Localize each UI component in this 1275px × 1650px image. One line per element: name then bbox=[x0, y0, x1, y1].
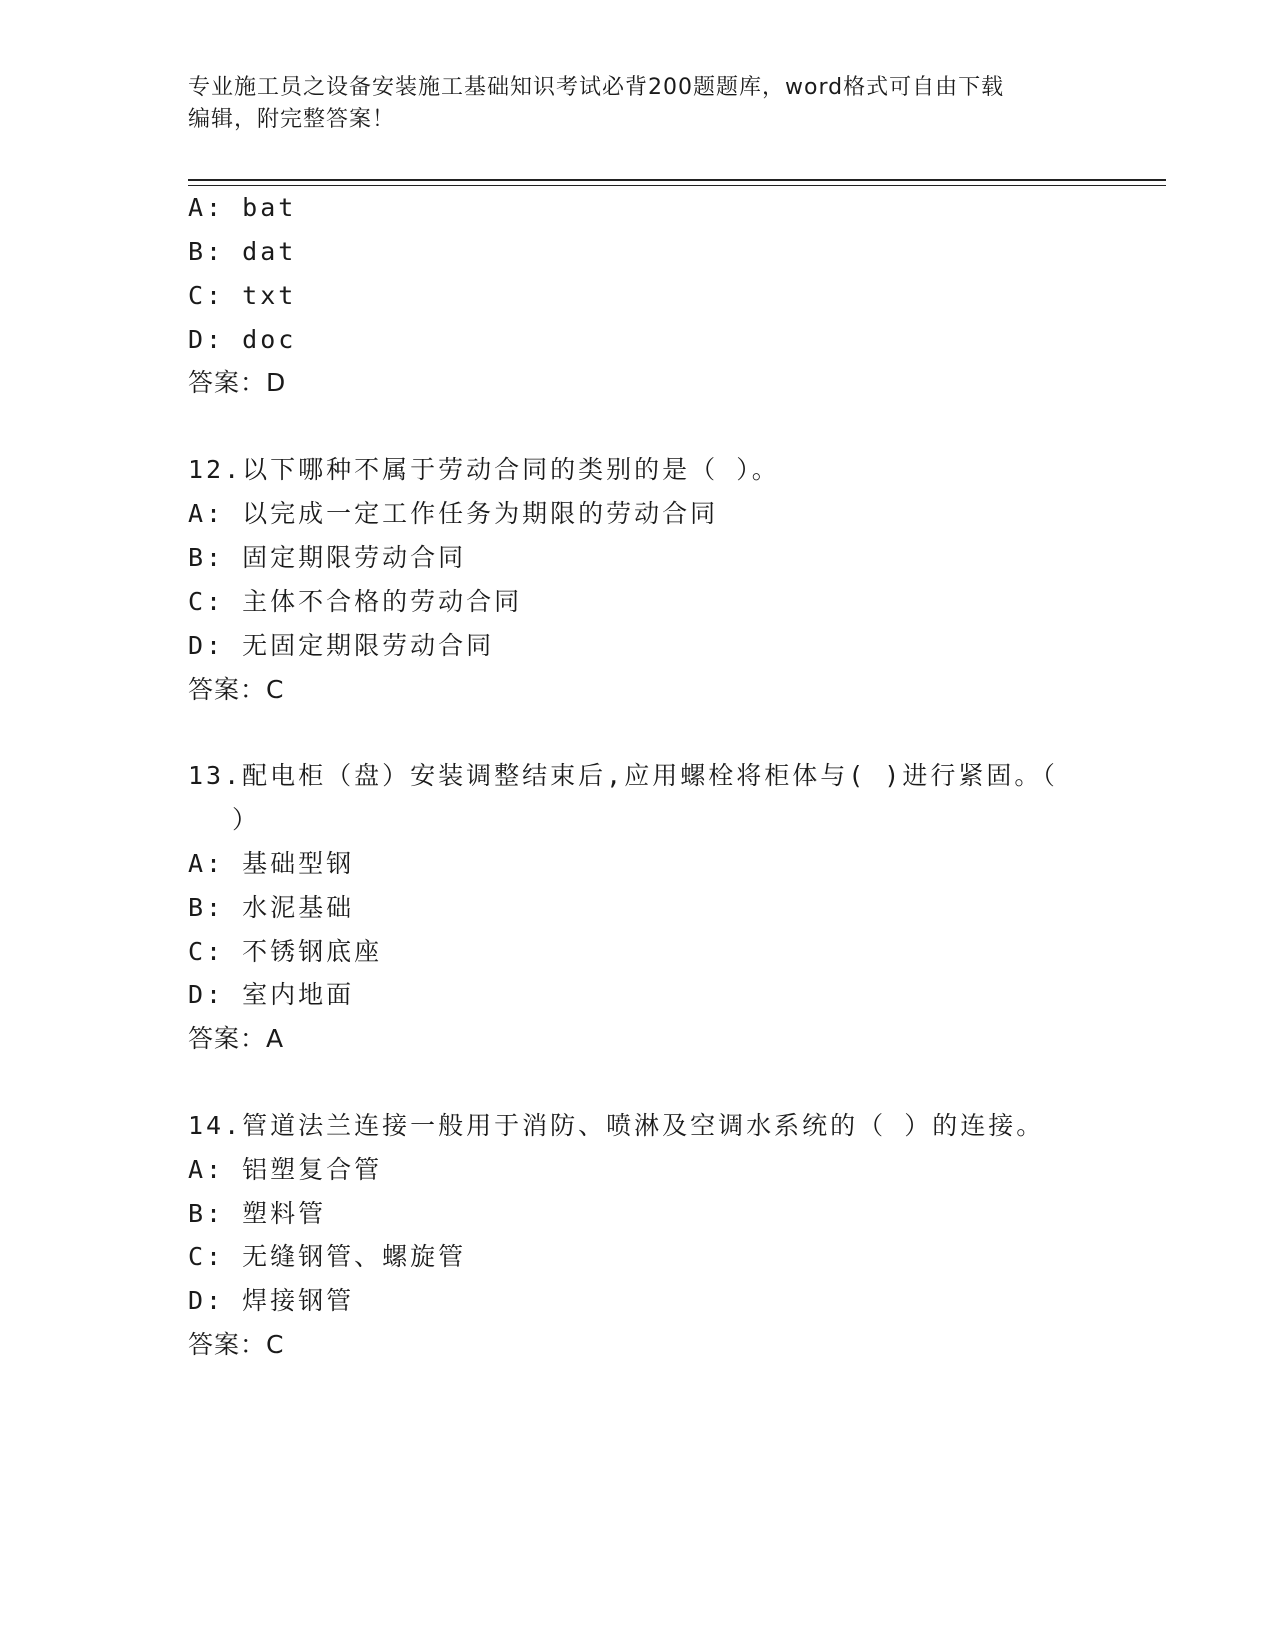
q13-question: 13.配电柜（盘）安装调整结束后,应用螺栓将柜体与( )进行紧固。（ bbox=[188, 761, 1058, 790]
q13-answer: 答案：A bbox=[188, 1024, 285, 1053]
q11-option-a: A: bat bbox=[188, 193, 297, 222]
q12-option-b: B: 固定期限劳动合同 bbox=[188, 543, 467, 572]
q14-answer: 答案：C bbox=[188, 1330, 285, 1359]
q13-option-a: A: 基础型钢 bbox=[188, 849, 355, 878]
q11-answer: 答案：D bbox=[188, 368, 287, 397]
q14-question: 14.管道法兰连接一般用于消防、喷淋及空调水系统的（ ）的连接。 bbox=[188, 1111, 1045, 1140]
q11-option-c: C: txt bbox=[188, 281, 297, 310]
q14-option-a: A: 铝塑复合管 bbox=[188, 1155, 383, 1184]
q12-option-d: D: 无固定期限劳动合同 bbox=[188, 631, 495, 660]
q13-option-d: D: 室内地面 bbox=[188, 980, 355, 1009]
header-divider bbox=[188, 179, 1166, 181]
q13-option-b: B: 水泥基础 bbox=[188, 893, 355, 922]
header-line-2: 编辑，附完整答案！ bbox=[188, 107, 396, 132]
q14-option-b: B: 塑料管 bbox=[188, 1199, 327, 1228]
q12-option-c: C: 主体不合格的劳动合同 bbox=[188, 587, 523, 616]
q12-question: 12.以下哪种不属于劳动合同的类别的是（ ）。 bbox=[188, 455, 780, 484]
q12-answer: 答案：C bbox=[188, 675, 285, 704]
document-header bbox=[188, 72, 1088, 136]
q14-option-d: D: 焊接钢管 bbox=[188, 1286, 355, 1315]
q13-option-c: C: 不锈钢底座 bbox=[188, 937, 383, 966]
header-line-1: 专业施工员之设备安装施工基础知识考试必背200题题库，word格式可自由下载 bbox=[188, 75, 1005, 100]
q14-option-c: C: 无缝钢管、螺旋管 bbox=[188, 1242, 467, 1271]
q11-option-b: B: dat bbox=[188, 237, 297, 266]
q13-question-continued: ） bbox=[232, 805, 261, 834]
q12-option-a: A: 以完成一定工作任务为期限的劳动合同 bbox=[188, 499, 719, 528]
q11-option-d: D: doc bbox=[188, 325, 297, 354]
header-divider-thin bbox=[188, 185, 1166, 186]
